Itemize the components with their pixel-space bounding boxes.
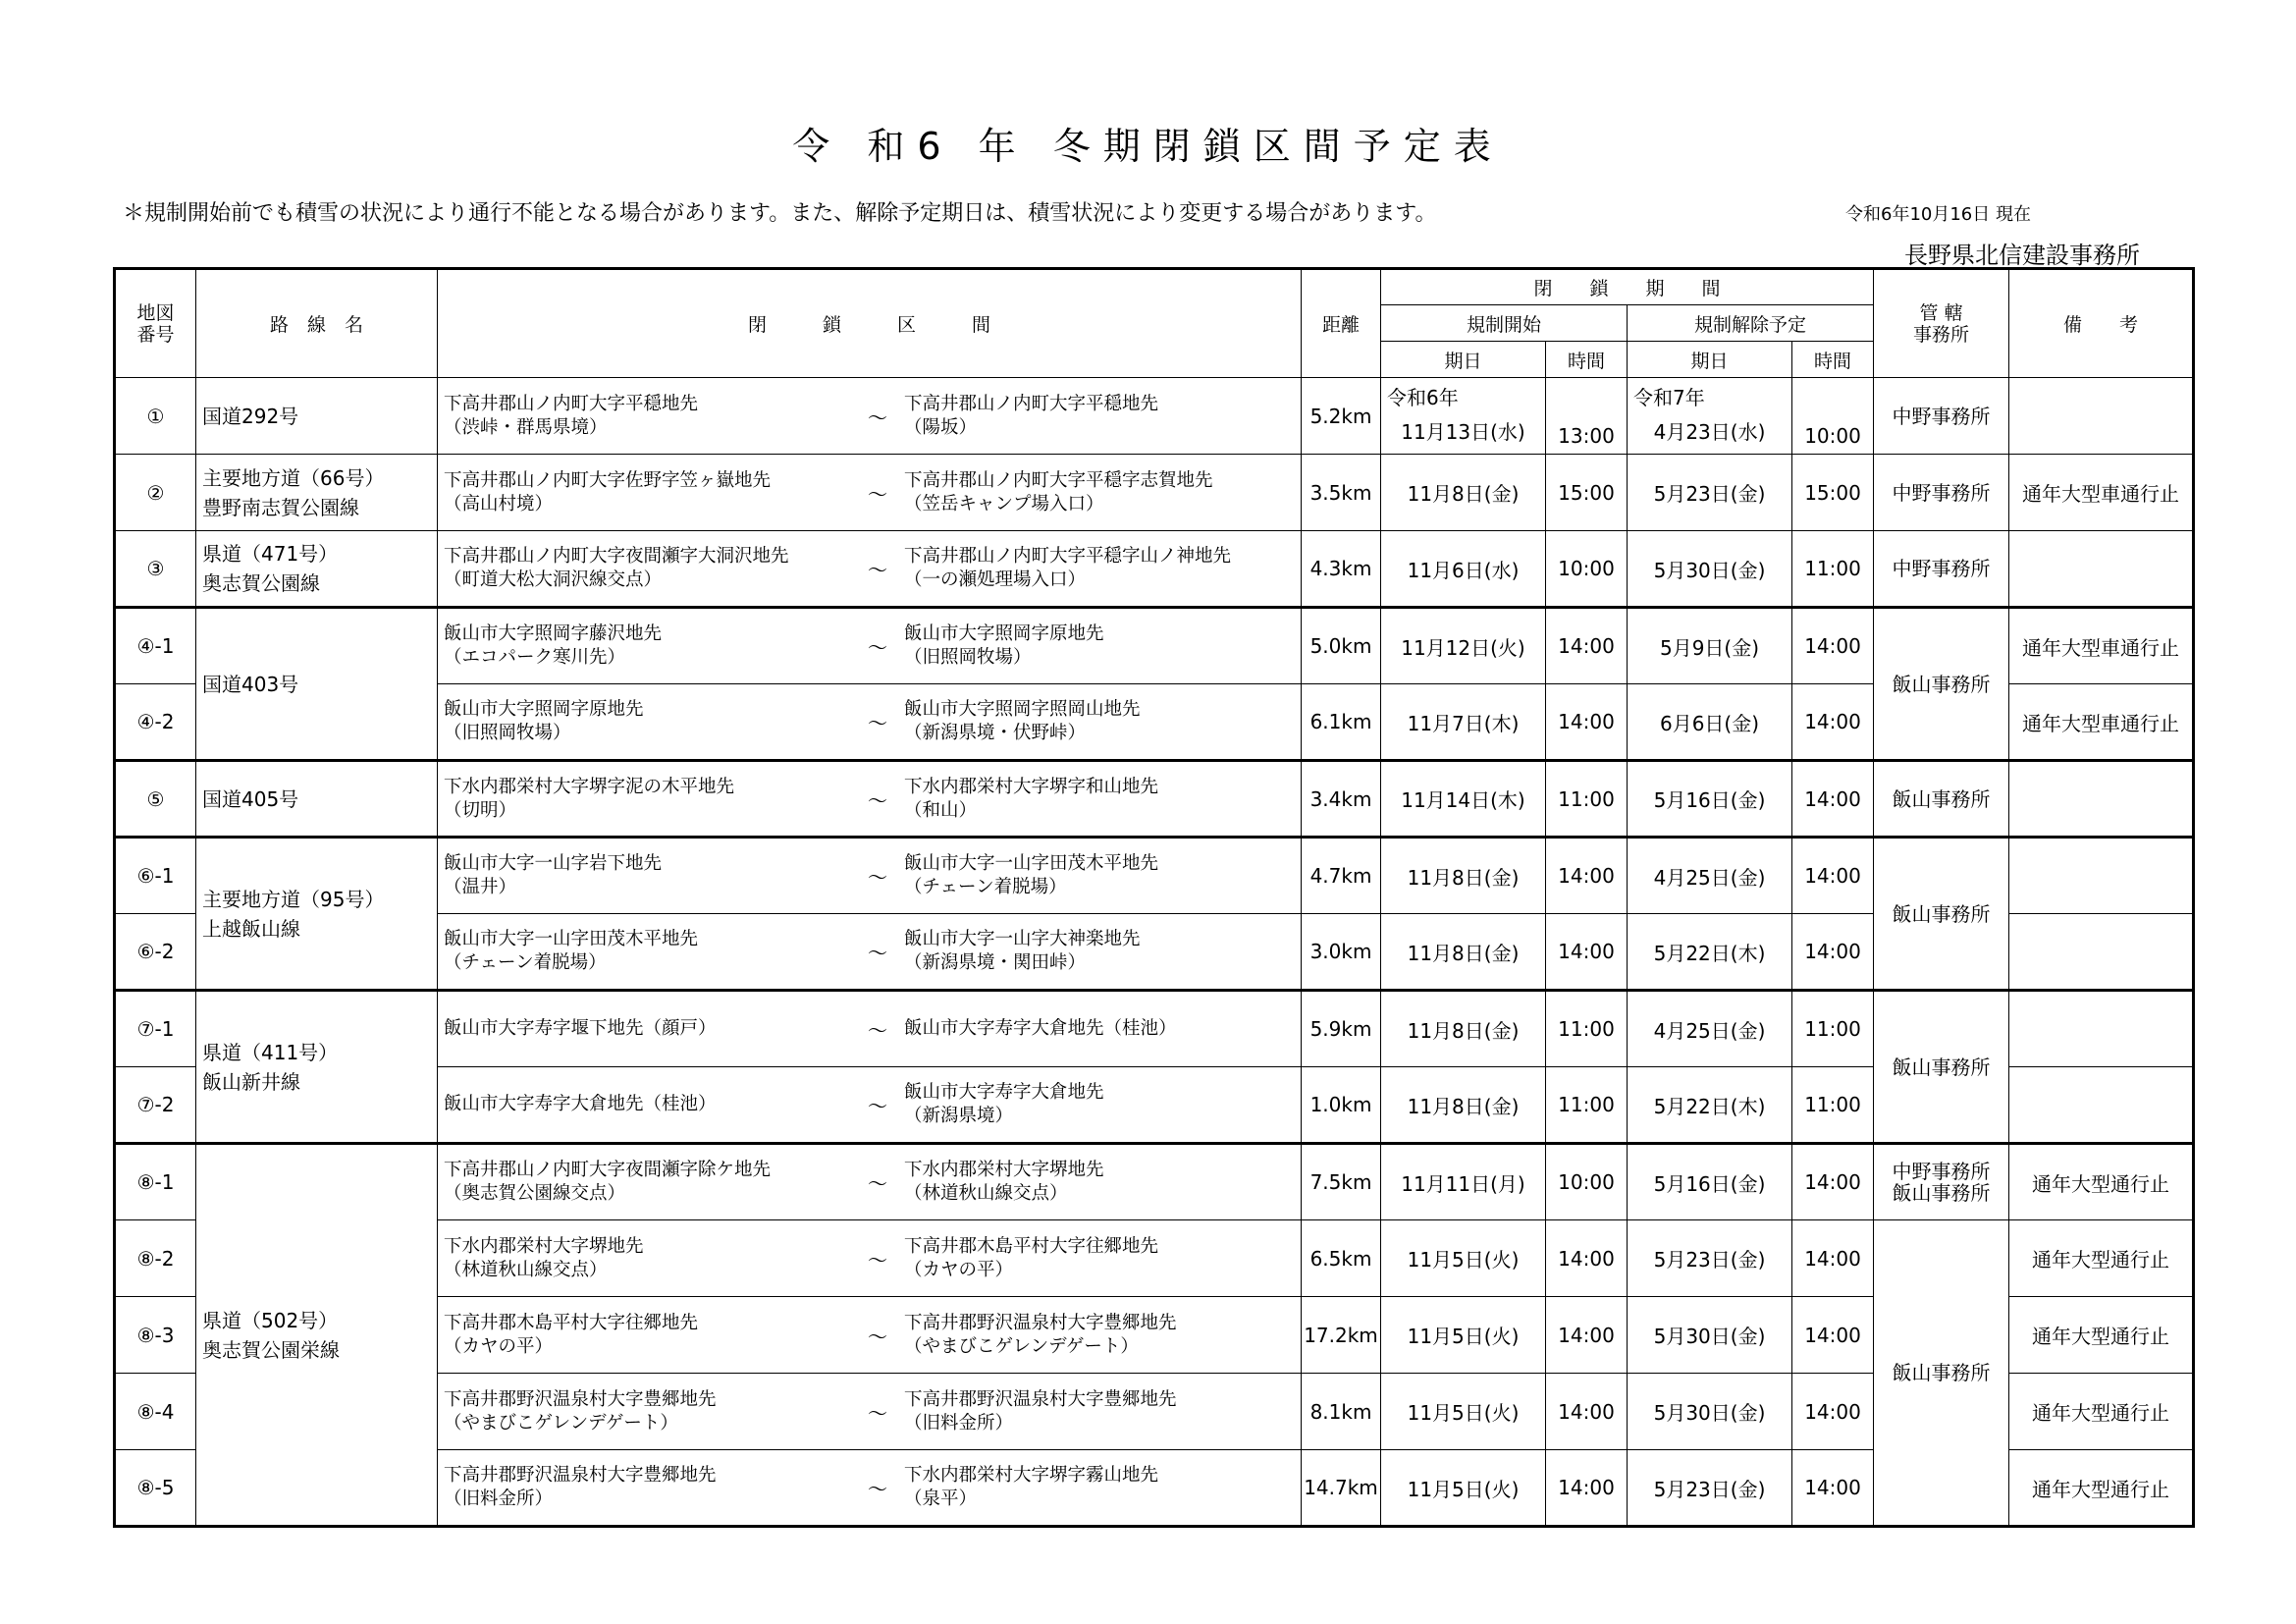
- section-to: 下水内郡栄村大字堺地先 （林道秋山線交点）: [904, 1160, 1104, 1204]
- tilde-separator: ～: [868, 1248, 887, 1272]
- section-to: 飯山市大字一山字田茂木平地先 （チェーン着脱場）: [904, 853, 1159, 897]
- section-to: 飯山市大字照岡字照岡山地先 （新潟県境・伏野峠）: [904, 699, 1141, 743]
- section-from: 下高井郡山ノ内町大字夜間瀬字除ケ地先 （奥志賀公園線交点）: [444, 1160, 772, 1204]
- tilde-separator: ～: [868, 1094, 887, 1118]
- closure-section: [438, 914, 1302, 991]
- start-date-value: 11月13日(水): [1401, 420, 1525, 444]
- route-name: 国道405号: [196, 761, 438, 838]
- tilde-separator: ～: [868, 865, 887, 890]
- managing-office: 中野事務所: [1874, 531, 2009, 608]
- page-title: 令 和6 年 冬期閉鎖区間予定表: [792, 125, 1504, 168]
- tilde-separator: ～: [868, 1171, 887, 1196]
- end-time: 11:00: [1792, 531, 1874, 608]
- route-name: 主要地方道（66号） 豊野南志賀公園線: [196, 455, 438, 531]
- managing-office: 飯山事務所: [1874, 608, 2009, 761]
- managing-office: 飯山事務所: [1874, 838, 2009, 991]
- tilde-separator: ～: [868, 788, 887, 812]
- start-date: [1381, 378, 1546, 455]
- end-time: 11:00: [1792, 991, 1874, 1067]
- start-date: 11月8日(金): [1381, 455, 1546, 531]
- start-date: 11月8日(金): [1381, 991, 1546, 1067]
- closure-section: [438, 1450, 1302, 1527]
- end-date: 5月30日(金): [1628, 1297, 1792, 1374]
- tilde-separator: ～: [868, 711, 887, 735]
- tilde-separator: ～: [868, 1477, 887, 1501]
- end-date: 5月16日(金): [1628, 1144, 1792, 1220]
- start-time: 14:00: [1546, 914, 1628, 991]
- end-time: 14:00: [1792, 761, 1874, 838]
- section-from: 飯山市大字寿字大倉地先（桂池）: [444, 1094, 717, 1114]
- distance: 3.0km: [1302, 914, 1381, 991]
- distance: 8.1km: [1302, 1374, 1381, 1450]
- section-from: 飯山市大字一山字田茂木平地先 （チェーン着脱場）: [444, 929, 699, 973]
- map-number: ⑦-2: [115, 1067, 196, 1144]
- start-time: 10:00: [1546, 1144, 1628, 1220]
- section-to: 下高井郡山ノ内町大字平穏字志賀地先 （笠岳キャンプ場入口）: [904, 469, 1213, 514]
- table-row: [115, 608, 2194, 684]
- end-time: 14:00: [1792, 684, 1874, 761]
- header-period: 閉 鎖 期 間: [1381, 269, 1874, 305]
- map-number: ③: [115, 531, 196, 608]
- header-remarks: 備 考: [2009, 269, 2194, 378]
- start-time: 11:00: [1546, 991, 1628, 1067]
- distance: 6.1km: [1302, 684, 1381, 761]
- closure-section: [438, 991, 1302, 1067]
- section-to: 下高井郡木島平村大字往郷地先 （カヤの平）: [904, 1235, 1159, 1280]
- closure-section: [438, 1297, 1302, 1374]
- closure-section: [438, 455, 1302, 531]
- remarks: [2009, 1067, 2194, 1144]
- start-time: 13:00: [1546, 378, 1628, 455]
- start-date: 11月8日(金): [1381, 838, 1546, 914]
- header-end: 規制解除予定: [1628, 305, 1874, 342]
- route-name: 県道（411号） 飯山新井線: [196, 991, 438, 1144]
- header-mgmt: 管 轄 事務所: [1874, 269, 2009, 378]
- end-date: 5月23日(金): [1628, 1220, 1792, 1297]
- table-row: [115, 761, 2194, 838]
- managing-office: 飯山事務所: [1874, 1220, 2009, 1527]
- start-time: 14:00: [1546, 1450, 1628, 1527]
- closure-section: [438, 608, 1302, 684]
- section-from: 飯山市大字照岡字原地先 （旧照岡牧場）: [444, 699, 644, 743]
- section-from: 下高井郡山ノ内町大字佐野字笠ヶ嶽地先 （高山村境）: [444, 469, 772, 514]
- tilde-separator: ～: [868, 941, 887, 965]
- closure-section: [438, 761, 1302, 838]
- section-from: 下高井郡山ノ内町大字夜間瀬字大洞沢地先 （町道大松大洞沢線交点）: [444, 546, 789, 590]
- map-number: ④-1: [115, 608, 196, 684]
- start-time: 14:00: [1546, 1374, 1628, 1450]
- distance: 5.2km: [1302, 378, 1381, 455]
- header-section: 閉 鎖 区 間: [438, 269, 1302, 378]
- end-time: 14:00: [1792, 1220, 1874, 1297]
- start-time: 11:00: [1546, 761, 1628, 838]
- as-of-date: 令和6年10月16日 現在: [1845, 204, 2031, 225]
- start-date: 11月5日(火): [1381, 1374, 1546, 1450]
- start-era: 令和6年: [1387, 386, 1459, 409]
- section-to: 飯山市大字照岡字原地先 （旧照岡牧場）: [904, 623, 1104, 668]
- managing-office: 飯山事務所: [1874, 991, 2009, 1144]
- remarks: 通年大型車通行止: [2009, 455, 2194, 531]
- remarks: [2009, 991, 2194, 1067]
- map-number: ④-2: [115, 684, 196, 761]
- section-to: 飯山市大字寿字大倉地先（桂池）: [904, 1018, 1177, 1039]
- remarks: 通年大型車通行止: [2009, 684, 2194, 761]
- section-from: 下水内郡栄村大字堺字泥の木平地先 （切明）: [444, 776, 735, 821]
- tilde-separator: ～: [868, 558, 887, 582]
- section-from: 飯山市大字一山字岩下地先 （温井）: [444, 853, 663, 897]
- table-row: [115, 455, 2194, 531]
- distance: 4.7km: [1302, 838, 1381, 914]
- notice-text: ＊規制開始前でも積雪の状況により通行不能となる場合があります。また、解除予定期日は、積雪状況により変更する場合があります。: [123, 201, 1437, 226]
- map-number: ⑥-2: [115, 914, 196, 991]
- section-to: 下水内郡栄村大字堺字霧山地先 （泉平）: [904, 1465, 1159, 1509]
- start-time: 14:00: [1546, 684, 1628, 761]
- section-to: 飯山市大字寿字大倉地先 （新潟県境）: [904, 1082, 1104, 1126]
- end-date: 6月6日(金): [1628, 684, 1792, 761]
- end-date: 5月23日(金): [1628, 1450, 1792, 1527]
- end-time: 11:00: [1792, 1067, 1874, 1144]
- header-map-no: 地図 番号: [115, 269, 196, 378]
- remarks: 通年大型通行止: [2009, 1220, 2194, 1297]
- end-date: 5月23日(金): [1628, 455, 1792, 531]
- end-time: 14:00: [1792, 838, 1874, 914]
- end-date: [1628, 378, 1792, 455]
- end-date: 5月16日(金): [1628, 761, 1792, 838]
- header-start-time: 時間: [1546, 342, 1628, 378]
- header-end-time: 時間: [1792, 342, 1874, 378]
- distance: 3.4km: [1302, 761, 1381, 838]
- end-time: 14:00: [1792, 914, 1874, 991]
- section-to: 下水内郡栄村大字堺字和山地先 （和山）: [904, 776, 1159, 821]
- start-date: 11月8日(金): [1381, 914, 1546, 991]
- closure-section: [438, 684, 1302, 761]
- end-time: 15:00: [1792, 455, 1874, 531]
- distance: 5.9km: [1302, 991, 1381, 1067]
- tilde-separator: ～: [868, 1401, 887, 1425]
- table-body: [115, 378, 2194, 1527]
- end-time: 10:00: [1792, 378, 1874, 455]
- remarks: [2009, 914, 2194, 991]
- route-name: 国道292号: [196, 378, 438, 455]
- route-name: 県道（502号） 奥志賀公園栄線: [196, 1144, 438, 1527]
- map-number: ⑤: [115, 761, 196, 838]
- tilde-separator: ～: [868, 1325, 887, 1348]
- closure-section: [438, 378, 1302, 455]
- end-date: 4月25日(金): [1628, 991, 1792, 1067]
- closure-section: [438, 1220, 1302, 1297]
- remarks: 通年大型通行止: [2009, 1450, 2194, 1527]
- closure-section: [438, 1374, 1302, 1450]
- table-row: [115, 1144, 2194, 1220]
- tilde-separator: ～: [868, 635, 887, 660]
- end-date: 4月25日(金): [1628, 838, 1792, 914]
- map-number: ⑧-3: [115, 1297, 196, 1374]
- end-time: 14:00: [1792, 1144, 1874, 1220]
- route-name: 国道403号: [196, 608, 438, 761]
- section-from: 下水内郡栄村大字堺地先 （林道秋山線交点）: [444, 1235, 644, 1280]
- end-date: 5月22日(木): [1628, 914, 1792, 991]
- start-date: 11月6日(水): [1381, 531, 1546, 608]
- distance: 1.0km: [1302, 1067, 1381, 1144]
- remarks: [2009, 378, 2194, 455]
- distance: 7.5km: [1302, 1144, 1381, 1220]
- section-from: 下高井郡山ノ内町大字平穏地先 （渋峠・群馬県境）: [444, 393, 699, 438]
- tilde-separator: ～: [868, 1018, 887, 1043]
- end-date: 5月30日(金): [1628, 531, 1792, 608]
- end-time: 14:00: [1792, 1374, 1874, 1450]
- section-from: 下高井郡木島平村大字往郷地先 （カヤの平）: [444, 1312, 699, 1357]
- map-number: ⑧-2: [115, 1220, 196, 1297]
- remarks: 通年大型車通行止: [2009, 608, 2194, 684]
- tilde-separator: ～: [868, 482, 887, 506]
- start-date: 11月14日(木): [1381, 761, 1546, 838]
- closure-section: [438, 1144, 1302, 1220]
- distance: 17.2km: [1302, 1297, 1381, 1374]
- end-date: 5月30日(金): [1628, 1374, 1792, 1450]
- map-number: ⑧-5: [115, 1450, 196, 1527]
- start-date: 11月8日(金): [1381, 1067, 1546, 1144]
- start-date: 11月12日(火): [1381, 608, 1546, 684]
- section-to: 下高井郡山ノ内町大字平穏地先 （陽坂）: [904, 393, 1159, 438]
- table-row: [115, 531, 2194, 608]
- start-date: 11月5日(火): [1381, 1450, 1546, 1527]
- header-route: 路 線 名: [196, 269, 438, 378]
- start-time: 11:00: [1546, 1067, 1628, 1144]
- section-from: 下高井郡野沢温泉村大字豊郷地先 （やまびこゲレンデゲート）: [444, 1388, 717, 1434]
- header-start: 規制開始: [1381, 305, 1628, 342]
- remarks: 通年大型通行止: [2009, 1374, 2194, 1450]
- header-distance: 距離: [1302, 269, 1381, 378]
- section-from: 飯山市大字照岡字藤沢地先 （エコパーク寒川先）: [444, 623, 663, 668]
- map-number: ⑦-1: [115, 991, 196, 1067]
- table-row: [115, 838, 2194, 914]
- distance: 3.5km: [1302, 455, 1381, 531]
- end-date: 5月22日(木): [1628, 1067, 1792, 1144]
- distance: 5.0km: [1302, 608, 1381, 684]
- distance: 4.3km: [1302, 531, 1381, 608]
- start-date: 11月7日(木): [1381, 684, 1546, 761]
- table-row: [115, 378, 2194, 455]
- start-date: 11月11日(月): [1381, 1144, 1546, 1220]
- start-time: 10:00: [1546, 531, 1628, 608]
- start-time: 15:00: [1546, 455, 1628, 531]
- start-time: 14:00: [1546, 1220, 1628, 1297]
- remarks: [2009, 531, 2194, 608]
- office-name: 長野県北信建設事務所: [1904, 242, 2140, 269]
- managing-office: 中野事務所: [1874, 455, 2009, 531]
- end-era: 令和7年: [1633, 386, 1705, 409]
- map-number: ⑥-1: [115, 838, 196, 914]
- start-date: 11月5日(火): [1381, 1297, 1546, 1374]
- remarks: 通年大型通行止: [2009, 1297, 2194, 1374]
- remarks: [2009, 838, 2194, 914]
- tilde-separator: ～: [868, 406, 887, 429]
- map-number: ⑧-4: [115, 1374, 196, 1450]
- managing-office: 中野事務所: [1874, 378, 2009, 455]
- closure-table: [113, 267, 2195, 1528]
- distance: 14.7km: [1302, 1450, 1381, 1527]
- start-time: 14:00: [1546, 838, 1628, 914]
- end-date: 5月9日(金): [1628, 608, 1792, 684]
- end-date-value: 4月23日(水): [1653, 420, 1766, 444]
- header-start-date: 期日: [1381, 342, 1546, 378]
- header-end-date: 期日: [1628, 342, 1792, 378]
- section-to: 下高井郡山ノ内町大字平穏字山ノ神地先 （一の瀬処理場入口）: [904, 546, 1232, 590]
- section-to: 下高井郡野沢温泉村大字豊郷地先 （やまびこゲレンデゲート）: [904, 1312, 1177, 1357]
- start-time: 14:00: [1546, 1297, 1628, 1374]
- start-time: 14:00: [1546, 608, 1628, 684]
- distance: 6.5km: [1302, 1220, 1381, 1297]
- table-row: [115, 991, 2194, 1067]
- remarks: 通年大型通行止: [2009, 1144, 2194, 1220]
- closure-section: [438, 838, 1302, 914]
- route-name: 県道（471号） 奥志賀公園線: [196, 531, 438, 608]
- map-number: ⑧-1: [115, 1144, 196, 1220]
- section-to: 飯山市大字一山字大神楽地先 （新潟県境・関田峠）: [904, 929, 1141, 973]
- route-name: 主要地方道（95号） 上越飯山線: [196, 838, 438, 991]
- section-to: 下高井郡野沢温泉村大字豊郷地先 （旧料金所）: [904, 1388, 1177, 1434]
- start-date: 11月5日(火): [1381, 1220, 1546, 1297]
- end-time: 14:00: [1792, 608, 1874, 684]
- section-from: 下高井郡野沢温泉村大字豊郷地先 （旧料金所）: [444, 1465, 717, 1509]
- map-number: ②: [115, 455, 196, 531]
- end-time: 14:00: [1792, 1297, 1874, 1374]
- closure-section: [438, 1067, 1302, 1144]
- managing-office: 飯山事務所: [1874, 761, 2009, 838]
- section-from: 飯山市大字寿字堰下地先（顔戸）: [444, 1018, 717, 1039]
- managing-office: 中野事務所 飯山事務所: [1874, 1144, 2009, 1220]
- end-time: 14:00: [1792, 1450, 1874, 1527]
- remarks: [2009, 761, 2194, 838]
- closure-section: [438, 531, 1302, 608]
- map-number: ①: [115, 378, 196, 455]
